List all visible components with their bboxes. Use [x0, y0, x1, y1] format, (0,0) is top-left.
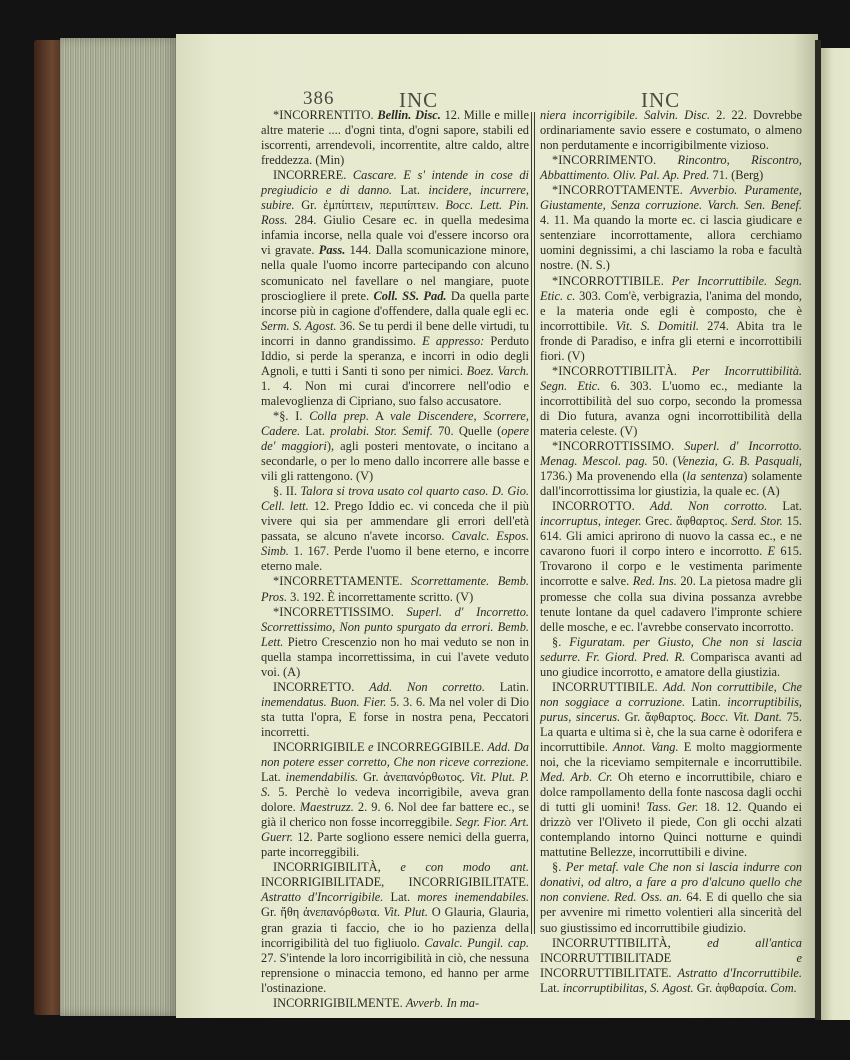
dictionary-entry [261, 740, 529, 860]
entry-text: Comparisca avanti ad uno giudice incorrotto, e amatore della giustizia. [540, 649, 802, 679]
entry-text: Gr. ἀνεπανόρθωτος. [358, 770, 470, 785]
entry-text-italic: ed all'antica [707, 935, 803, 950]
entry-text: 1. 167. Perde l'uomo il bene eterno, e incorre eterno male. [261, 544, 529, 574]
dictionary-entry [261, 409, 529, 484]
entry-text: INCORRIGIBILITADE, INCORRIGIBILITATE. [261, 875, 529, 890]
entry-text-italic: Venezia, G. B. Pasquali, [676, 454, 802, 469]
entry-text: 4. 11. Ma quando la morte ec. ci lascia giudicare e sentenziare incorrottamente, allora cerchiamo uomini degnissimi, a chi lasciamo la roba e facultà nostre. (N. S.) [540, 213, 802, 273]
left-column [261, 108, 529, 1011]
entry-text-italic: niera incorrigibile. Salvin. Disc. [540, 108, 711, 122]
entry-text-italic: Per Incorruttibile. Segn. Etic. c. [540, 273, 802, 303]
running-head-right: INC [641, 88, 681, 112]
entry-text-italic: Cascare. E s' intende in cose di pregiudicio e di danno. [261, 168, 530, 198]
entry-text-italic: e [367, 739, 374, 754]
entry-text: INCORRIGIBILITÀ, [273, 860, 401, 875]
entry-text: 75. La quarta e ultima si è, che la sua carne è odorifera e incorruttibile. [540, 709, 802, 754]
entry-text: 303. Com'è, verbigrazia, l'anima del mondo, e la materia onde egli è composto, che è incorrottibile. [540, 288, 803, 333]
entry-text: E molto maggiormente noi, che la riceviamo sempiternale e incorruttibile. [540, 739, 803, 770]
entry-text: *INCORRIMENTO. [552, 153, 678, 168]
entry-text: *§. I. [273, 408, 310, 423]
entry-text: INCORRUTTIBILITÀ, [552, 935, 708, 950]
entry-text: 27. S'intende la loro incorrigibilità in ciò, che nessuna reprensione o minaccia temono, ed hanno per arme l'ostinazione. [261, 950, 529, 995]
entry-text: 144. Dalla scomunicazione minore, nella quale l'uomo incorre partecipando con alcuno scomunicato nel favellare o nel mangiare, puote prosciogliere il prete. [261, 243, 529, 303]
entry-text-italic: Scorrettamente. Bemb. Pros. [261, 574, 530, 604]
column-divider [531, 112, 535, 934]
dictionary-entry [261, 996, 529, 1011]
entry-text-italic: vale Discendere, Scorrere, Cadere. [261, 408, 529, 438]
entry-text-italic: Colla prep. [309, 408, 369, 423]
entry-text: Gr. ἐμπίπτειν, περιπίπτειν. [294, 198, 446, 213]
entry-text: §. [552, 634, 570, 649]
entry-text: 5. Perchè lo vedeva incorrigibile, aveva gran dolore. [261, 785, 529, 815]
entry-text-italic: Rincontro, Riscontro, Abbattimento. Oliv. Pal. Ap. Pred. [540, 153, 802, 183]
entry-text-italic: Add. Non corrotto. [649, 499, 768, 514]
entry-text-italic: Serm. S. Agost. [261, 318, 337, 333]
entry-text-italic: Boez. Varch. [466, 363, 530, 378]
dictionary-entry [261, 574, 529, 604]
entry-text-italic: opere de' maggiori [261, 423, 530, 454]
entry-text-italic: Com. [770, 980, 797, 995]
entry-text: 615. Trovarono il corpo e le vestimenta parimente incorrotte e salve. [540, 544, 802, 589]
entry-text-italic: prolabi. Stor. Semif. [330, 423, 433, 438]
entry-text-italic: Bocc. Vit. Dant. [700, 709, 782, 724]
entry-text: 64. E di quello che sia per avvenire mi rimetto volentieri alla sincerità del suo giustissimo ed incorruttibile giudizio. [540, 890, 803, 935]
entry-text: INCORRIGIBILE [273, 739, 368, 754]
entry-text: INCORRUTTIBILITADE [540, 950, 797, 965]
entry-text: INCORROTTO. [552, 499, 650, 514]
entry-text-italic: Per Incorruttibilità. Segn. Etic. [540, 363, 802, 393]
entry-text: Perduto Iddio, si perde la speranza, e incorri in odio degli Agnoli, e tutti i Santi ti sono per nimici. [261, 333, 529, 378]
entry-text: Lat. [392, 183, 429, 198]
entry-text-italic: incorruptibilitas, S. Agost. [562, 980, 694, 995]
entry-text: 1736.) Ma provenendo ella ( [540, 469, 687, 484]
dictionary-entry [540, 680, 802, 861]
entry-text-italic: Med. Arb. Cr. [540, 770, 613, 785]
entry-text-italic: incorruptibilis, purus, sincerus. [540, 694, 802, 724]
entry-text: Lat. [540, 980, 563, 995]
entry-text: 284. Giulio Cesare ec. in quella medesima infamia incorse, nella quale voi d'essere incorso ora vi gravate. [261, 213, 529, 258]
entry-text: 20. La pietosa madre gli promesse che colla sua divina possanza avrebbe tenute lontane da quel cadavero l'impronte schiere delle mosche, e ec. l'avrebbe conservato incorrotto. [540, 574, 803, 634]
entry-text: Lat. [300, 423, 331, 438]
dictionary-entry [540, 183, 802, 273]
dictionary-entry [261, 605, 529, 680]
entry-text: ), agli posteri mentovate, o incitano a secondarle, o per lo meno dallo incorrere alle basse e vili gli rattengono. (V) [261, 439, 529, 484]
dictionary-entry [540, 108, 802, 153]
entry-text-italic: Tass. Ger. [646, 800, 699, 815]
entry-text: §. II. [273, 484, 301, 499]
entry-text-italic: Serd. Stor. [731, 514, 783, 529]
entry-text-italic: incidere, incurrere, subire. [261, 183, 529, 213]
entry-text-italic: inemendabilis. [285, 770, 359, 785]
entry-text: 6. 303. L'uomo ec., mediante la incorrottibilità del suo corpo, secondo la promessa di Dio futura, avanza ogni incorrottibilità della materia celeste. (V) [540, 378, 802, 438]
entry-text-italic: e [796, 950, 802, 965]
entry-text-italic: Avverbio. Puramente, Giustamente, Senza corruzione. Varch. Sen. Benef. [540, 183, 802, 213]
entry-text: 12. Mille e mille altre materie .... d'ogni tinta, d'ogni sapore, stabili ed iscorrenti, arrendevoli, incorrentite, altre caldo, altre freddezza. (Min) [261, 108, 529, 168]
entry-text: INCORRERE. [273, 168, 353, 183]
dictionary-entry [540, 635, 802, 680]
entry-text-italic: e con modo ant. [400, 860, 529, 875]
entry-text: 71. (Berg) [709, 168, 764, 183]
entry-text-italic: Astratto d'Incorruttibile. [677, 965, 802, 980]
entry-text: *INCORROTTISSIMO. [552, 439, 685, 454]
entry-text-italic: incorruptus, integer. [540, 514, 642, 529]
entry-text: 70. Quelle ( [432, 423, 502, 438]
entry-text-italic: Bellin. Disc. [377, 108, 441, 122]
entry-text-italic: Astratto d'Incorrigibile. [261, 890, 384, 905]
dictionary-entry [261, 860, 529, 995]
entry-text-italic: inemendatus. Buon. Fier. [261, 694, 387, 709]
right-column [540, 108, 802, 996]
entry-text-italic: E appresso: [422, 333, 485, 348]
entry-text: *INCORROTTIBILITÀ. [552, 363, 692, 378]
entry-text-italic: Pass. [318, 243, 346, 258]
dictionary-entry [540, 274, 802, 364]
entry-text: INCORREGGIBILE. [373, 739, 488, 754]
entry-text: *INCORRENTITO. [273, 108, 378, 122]
entry-text: 12. Parte sogliono essere nemici della guerra, parte incorreggibili. [261, 830, 529, 860]
entry-text: 274. Abita tra le fronde di Paradiso, e infra gli eterni e incorrottibili fiori. (V) [540, 318, 802, 363]
entry-text: Lat. [261, 770, 286, 785]
entry-text-italic: Bocc. Lett. Pin. Ross. [261, 198, 529, 228]
entry-text: Gr. ἀφθαρσία. [693, 980, 771, 995]
entry-text-italic: Add. Non corretto. [369, 679, 485, 694]
entry-text: Gr. ἄφθαρτος. [620, 709, 701, 724]
entry-text: Pietro Crescenzio non ho mai veduto se non in quella stampa incorrettissima, in cui l'avete veduto voi. (A) [261, 634, 529, 679]
entry-text-italic: Maestruzz. [299, 800, 354, 815]
entry-text: Oh eterno e incorruttibile, chiaro e dolce rampollamento della fonte nascosa dagli occhi di tutti gli uomini! [540, 770, 802, 815]
entry-text-italic: Superl. d' Incorretto. Scorrettissimo, Non punto spurgato da errori. Bemb. Lett. [261, 604, 529, 649]
entry-text-italic: Segr. Fior. Art. Guerr. [261, 815, 529, 845]
entry-text: INCORRUTTIBILE. [552, 679, 663, 694]
dictionary-entry [261, 108, 529, 168]
entry-text: 50. ( [647, 454, 677, 469]
entry-text: *INCORROTTIBILE. [552, 273, 672, 288]
entry-text-italic: Add. Da non potere esser corretto, Che non riceve correzione. [261, 739, 529, 770]
entry-text: 2. 22. Dovrebbe ordinariamente savio essere e costumato, o almeno non perdutamente e incorrigibilmente vizioso. [540, 108, 802, 153]
entry-text-italic: Cavalc. Espos. Simb. [261, 529, 529, 559]
entry-text-italic: Per metaf. vale Che non si lascia indurre con donativi, od altro, a fare a pro d'alcuno quello che non conviene. Red. Oss. an. [540, 860, 802, 905]
entry-text: ) solamente dall'incorrottissima lor giustizia, la quale ec. (A) [540, 469, 802, 499]
entry-text: Lat. [767, 499, 802, 514]
entry-text-italic: la sentenza [686, 469, 744, 484]
entry-text: *INCORRETTISSIMO. [273, 604, 407, 619]
dictionary-entry [540, 439, 802, 499]
entry-text-italic: Red. Ins. [632, 574, 677, 589]
dictionary-entry [540, 936, 802, 996]
entry-text: INCORRUTTIBILITATE. [540, 965, 678, 980]
entry-text: *INCORRETTAMENTE. [273, 574, 411, 589]
entry-text-italic: Vit. Plut. [383, 905, 428, 920]
page-number: 386 [303, 88, 335, 109]
entry-text-italic: Avverb. In ma- [405, 995, 480, 1010]
entry-text: 18. 12. Quando ei drizzò ver l'Oliveto il piede, Con gli occhi alzati contemplando intorno Quinci notturne e quindi mattutine Bellezze, incorruttibili e divine. [540, 800, 803, 860]
entry-text-italic: Coll. SS. Pad. [373, 288, 447, 303]
entry-text-italic: Add. Non corruttibile, Che non soggiace a corruzione. [540, 679, 802, 709]
entry-text: INCORRIGIBILMENTE. [273, 995, 406, 1010]
entry-text: Grec. ἄφθαρτος. [641, 514, 732, 529]
entry-text-italic: Vit. Plut. P. S. [261, 770, 529, 800]
dictionary-entry [261, 168, 529, 409]
entry-text: A [368, 408, 391, 423]
entry-text: §. [552, 860, 566, 875]
dictionary-entry [540, 153, 802, 183]
entry-text-italic: Cavalc. Pungil. cap. [424, 935, 529, 950]
entry-text-italic: E [767, 544, 776, 559]
entry-text: 5. 3. 6. Ma nel voler di Dio sta tutta l'opra, E forse in nostra pena, Peccatori incorretti. [261, 694, 530, 739]
dictionary-entry [540, 364, 802, 439]
entry-text-italic: Talora si trova usato col quarto caso. D. Gio. Cell. lett. [261, 484, 530, 514]
entry-text: 15. 614. Gli amici aprirono di nuovo la cassa ec., e ne cavarono fuori il corpo intero e incorrotto. [540, 514, 802, 559]
entry-text: Latin. [685, 694, 728, 709]
entry-text: INCORRETTO. [273, 679, 370, 694]
entry-text-italic: Annot. Vang. [612, 739, 679, 754]
entry-text: 3. 192. È incorrettamente scritto. (V) [287, 589, 474, 604]
entry-text: Lat. [383, 890, 418, 905]
dictionary-entry [261, 680, 529, 740]
dictionary-entry [261, 484, 529, 574]
dictionary-entry [540, 860, 802, 935]
page-edges-stack [60, 38, 178, 1016]
entry-text: 2. 9. 6. Nol dee far battere ec., se già il cherico non fosse incorreggibile. [261, 800, 529, 830]
entry-text: Latin. [484, 679, 529, 694]
entry-text-italic: Figuratam. per Giusto, Che non si lascia sedurre. Fr. Giord. Pred. R. [540, 634, 802, 664]
entry-text: *INCORROTTAMENTE. [552, 183, 691, 198]
entry-text-italic: mores inemendabiles. [417, 890, 529, 905]
entry-text: Gr. ἤθη ἀνεπανόρθωτα. [261, 905, 384, 920]
entry-text: 1. 4. Non mi curai d'incorrere nell'odio e malevoglienza di Cipriano, suo falso accusatore. [261, 378, 529, 408]
facing-page-edge [821, 48, 850, 1020]
entry-text: Da quella parte incorse più in cagione d'offendere, dalla quale egli ec. [261, 288, 529, 318]
dictionary-entry [540, 499, 802, 634]
entry-text-italic: Superl. d' Incorrotto. Menag. Mescol. pag. [540, 439, 803, 469]
running-head-left: INC [399, 88, 439, 112]
entry-text: O Glauria, Glauria, gran grazia ti faccio, che io ho pazienza della incorrigibilità del tuo figliuolo. [261, 905, 529, 950]
entry-text: 12. Prego Iddio ec. vi conceda che il più vivere qui sia per ammendare gli errori dell'età passata, se alcuno n'avete incorso. [261, 499, 529, 544]
entry-text: 36. Se tu perdi il bene delle virtudi, tu incorri in danno grandissimo. [261, 318, 530, 348]
entry-text-italic: Vit. S. Domitil. [615, 318, 700, 333]
